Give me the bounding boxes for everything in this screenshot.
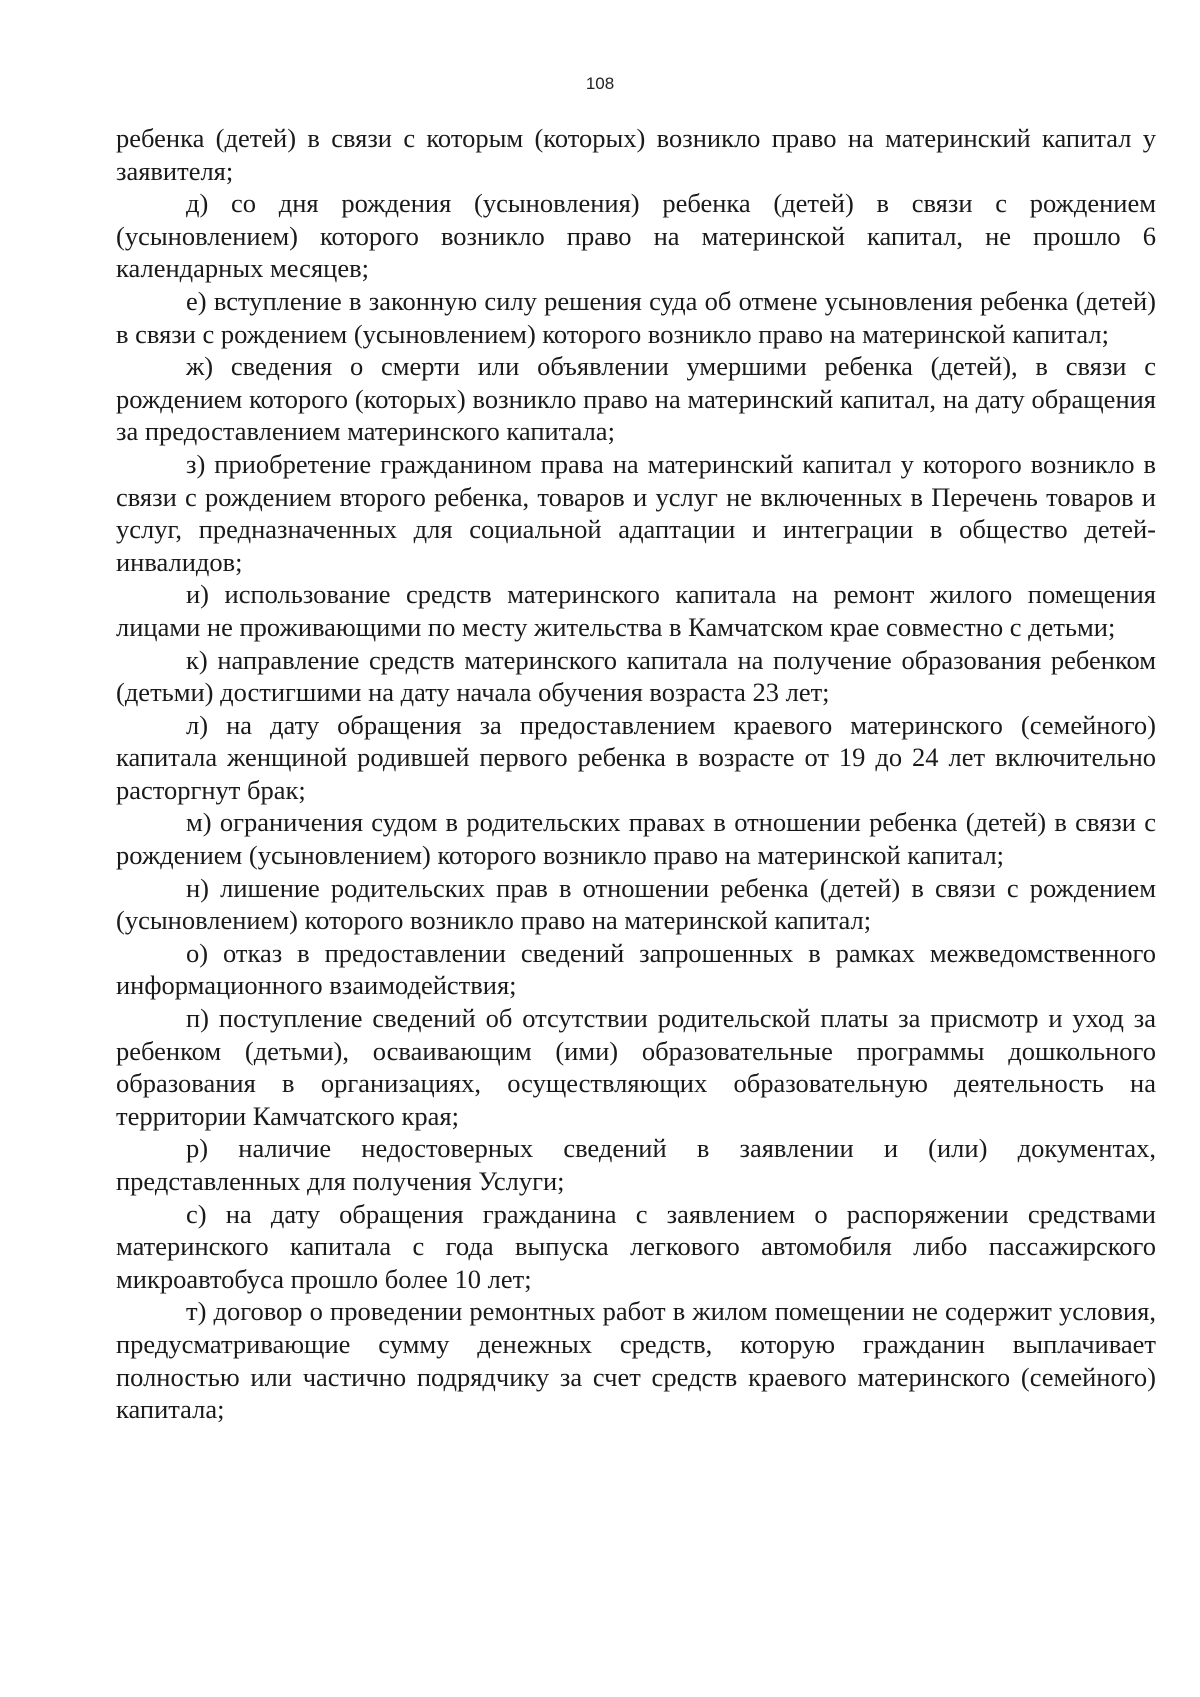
- paragraph-item-n: н) лишение родительских прав в отношении ребенка (детей) в связи с рождением (усыновлением) которого возникло право на материнской капитал;: [116, 872, 1156, 936]
- paragraph-item-m: м) ограничения судом в родительских правах в отношении ребенка (детей) в связи с рождением (усыновлением) которого возникло право на материнской капитал;: [116, 807, 1156, 871]
- paragraph-item-d: д) со дня рождения (усыновления) ребенка (детей) в связи с рождением (усыновлением) которого возникло право на материнской капитал, не прошло 6 календарных месяцев;: [116, 188, 1156, 284]
- paragraph-item-z: з) приобретение гражданином права на материнский капитал у которого возникло в связи с рождением второго ребенка, товаров и услуг не включенных в Перечень товаров и услуг, предназначенных для социальной адаптации и интеграции в общество детей-инвалидов;: [116, 448, 1156, 577]
- paragraph-item-o: о) отказ в предоставлении сведений запрошенных в рамках межведомственного информационного взаимодействия;: [116, 937, 1156, 1001]
- paragraph-item-r: р) наличие недостоверных сведений в заявлении и (или) документах, представленных для получения Услуги;: [116, 1133, 1156, 1196]
- paragraph-item-s: с) на дату обращения гражданина с заявлением о распоряжении средствами материнского капитала с года выпуска легкового автомобиля либо пассажирского микроавтобуса прошло более 10 лет;: [116, 1198, 1156, 1294]
- page-number: 108: [585, 74, 615, 93]
- paragraph-item-zh: ж) сведения о смерти или объявлении умершими ребенка (детей), в связи с рождением которого (которых) возникло право на материнский капитал, на дату обращения за предоставлением материнского капитала;: [116, 351, 1156, 447]
- paragraph-item-l: л) на дату обращения за предоставлением краевого материнского (семейного) капитала женщиной родившей первого ребенка в возрасте от 19 до 24 лет включительно расторгнут брак;: [116, 709, 1156, 805]
- document-body: [116, 122, 1156, 1426]
- paragraph-item-k: к) направление средств материнского капитала на получение образования ребенком (детьми) достигшими на дату начала обучения возраста 23 лет;: [116, 644, 1156, 708]
- paragraph-continuation: ребенка (детей) в связи с которым (которых) возникло право на материнский капитал у заявителя;: [116, 123, 1156, 186]
- paragraph-item-t: т) договор о проведении ремонтных работ в жилом помещении не содержит условия, предусматривающие сумму денежных средств, которую гражданин выплачивает полностью или частично подрядчику за счет средств краевого материнского (семейного) капитала;: [116, 1296, 1156, 1425]
- paragraph-item-i: и) использование средств материнского капитала на ремонт жилого помещения лицами не проживающими по месту жительства в Камчатском крае совместно с детьми;: [116, 579, 1156, 642]
- paragraph-item-e: е) вступление в законную силу решения суда об отмене усыновления ребенка (детей) в связи с рождением (усыновлением) которого возникло право на материнской капитал;: [116, 285, 1156, 349]
- paragraph-item-p: п) поступление сведений об отсутствии родительской платы за присмотр и уход за ребенком (детьми), осваивающим (ими) образовательные программы дошкольного образования в организациях, осуществляющих образовательную деятельность на территории Камчатского края;: [116, 1003, 1156, 1131]
